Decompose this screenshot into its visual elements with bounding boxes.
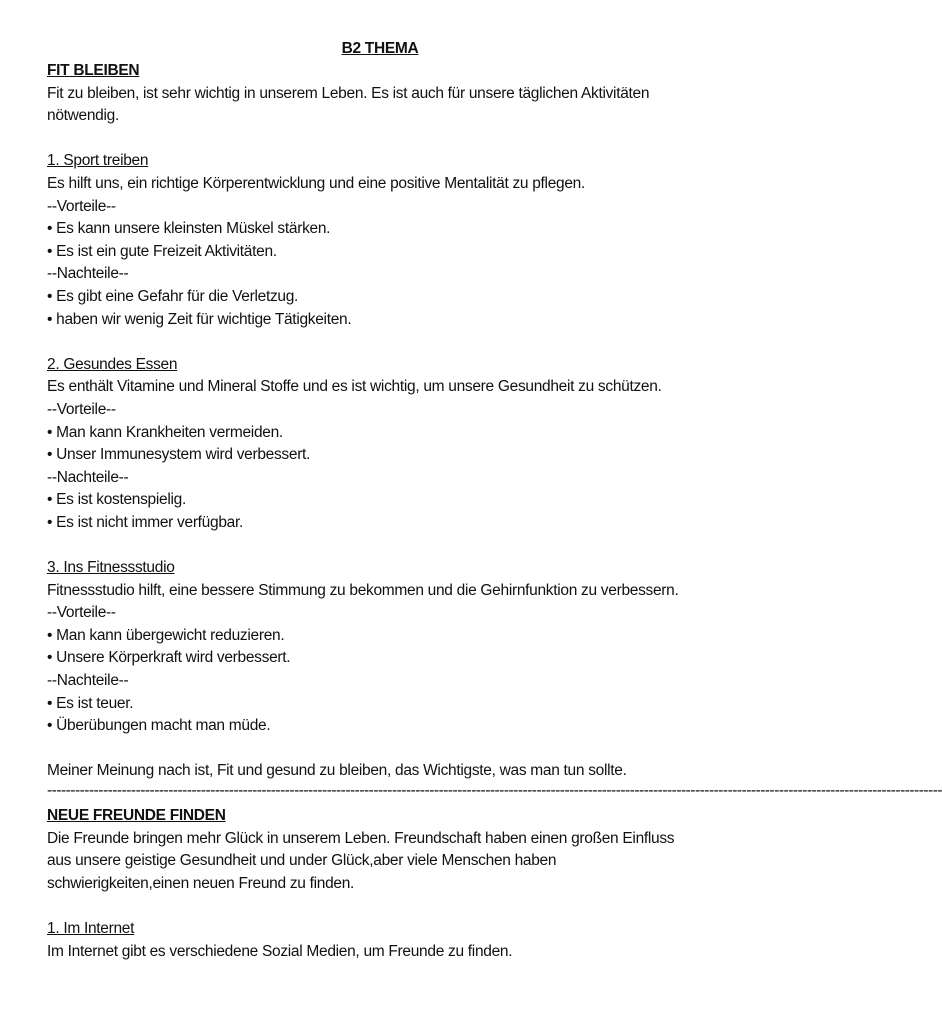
pro-item: • Unser Immunesystem wird verbessert.	[47, 444, 737, 467]
conclusion: Meiner Meinung nach ist, Fit und gesund zu bleiben, das Wichtigste, was man tun sollte.	[47, 762, 627, 780]
paragraph-gap	[47, 534, 737, 557]
pro-item: • Es ist ein gute Freizeit Aktivitäten.	[47, 241, 737, 264]
pros-label: --Vorteile--	[47, 197, 116, 215]
topic-description: Fitnessstudio hilft, eine bessere Stimmung zu bekommen und die Gehirnfunktion zu verbessern.	[47, 581, 679, 599]
pro-item: • Es kann unsere kleinsten Müskel stärken.	[47, 218, 737, 241]
section-heading-fit-bleiben: FIT BLEIBEN	[47, 62, 140, 79]
pros-label: --Vorteile--	[47, 400, 116, 418]
document-page	[47, 38, 942, 963]
topic-description: Im Internet gibt es verschiedene Sozial Medien, um Freunde zu finden.	[47, 942, 513, 960]
con-item: • Es ist nicht immer verfügbar.	[47, 512, 737, 535]
pros-label: --Vorteile--	[47, 604, 116, 622]
topic-description: Es hilft uns, ein richtige Körperentwicklung und eine positive Mentalität zu pflegen.	[47, 174, 585, 192]
cons-label: --Nachteile--	[47, 265, 129, 283]
con-item: • Es ist kostenspielig.	[47, 489, 737, 512]
paragraph-gap	[47, 331, 737, 354]
con-item: • Es ist teuer.	[47, 693, 737, 716]
section-intro-line: nötwendig.	[47, 107, 119, 125]
pro-item: • Unsere Körperkraft wird verbessert.	[47, 647, 737, 670]
paragraph-gap	[47, 738, 737, 761]
section-intro-line: Die Freunde bringen mehr Glück in unserem Leben. Freundschaft haben einen großen Einfluss	[47, 829, 675, 847]
topic-heading-essen: 2. Gesundes Essen	[47, 355, 178, 373]
section-intro-line: schwierigkeiten,einen neuen Freund zu finden.	[47, 874, 355, 892]
paragraph-gap	[47, 895, 737, 918]
con-item: • Überübungen macht man müde.	[47, 715, 737, 738]
section-divider: ------------------------------------------------------------------------------------------------------------------------------------------------------------------------------------------------	[47, 782, 942, 799]
topic-heading-fitnessstudio: 3. Ins Fitnessstudio	[47, 559, 175, 577]
cons-label: --Nachteile--	[47, 672, 129, 690]
pro-item: • Man kann übergewicht reduzieren.	[47, 625, 737, 648]
document-title: B2 THEMA	[341, 40, 419, 57]
topic-heading-sport: 1. Sport treiben	[47, 152, 149, 170]
pro-item: • Man kann Krankheiten vermeiden.	[47, 422, 737, 445]
topic-description: Es enthält Vitamine und Mineral Stoffe und es ist wichtig, um unsere Gesundheit zu schützen.	[47, 378, 662, 396]
section-intro-line: aus unsere geistige Gesundheit und under Glück,aber viele Menschen haben	[47, 852, 557, 870]
paragraph-gap	[47, 128, 737, 151]
cons-label: --Nachteile--	[47, 468, 129, 486]
topic-heading-internet: 1. Im Internet	[47, 919, 135, 937]
section-intro-line: Fit zu bleiben, ist sehr wichtig in unserem Leben. Es ist auch für unsere täglichen Aktivitäten	[47, 84, 650, 102]
section-heading-neue-freunde: NEUE FREUNDE FINDEN	[47, 807, 226, 824]
con-item: • haben wir wenig Zeit für wichtige Tätigkeiten.	[47, 309, 737, 332]
con-item: • Es gibt eine Gefahr für die Verletzug.	[47, 286, 737, 309]
